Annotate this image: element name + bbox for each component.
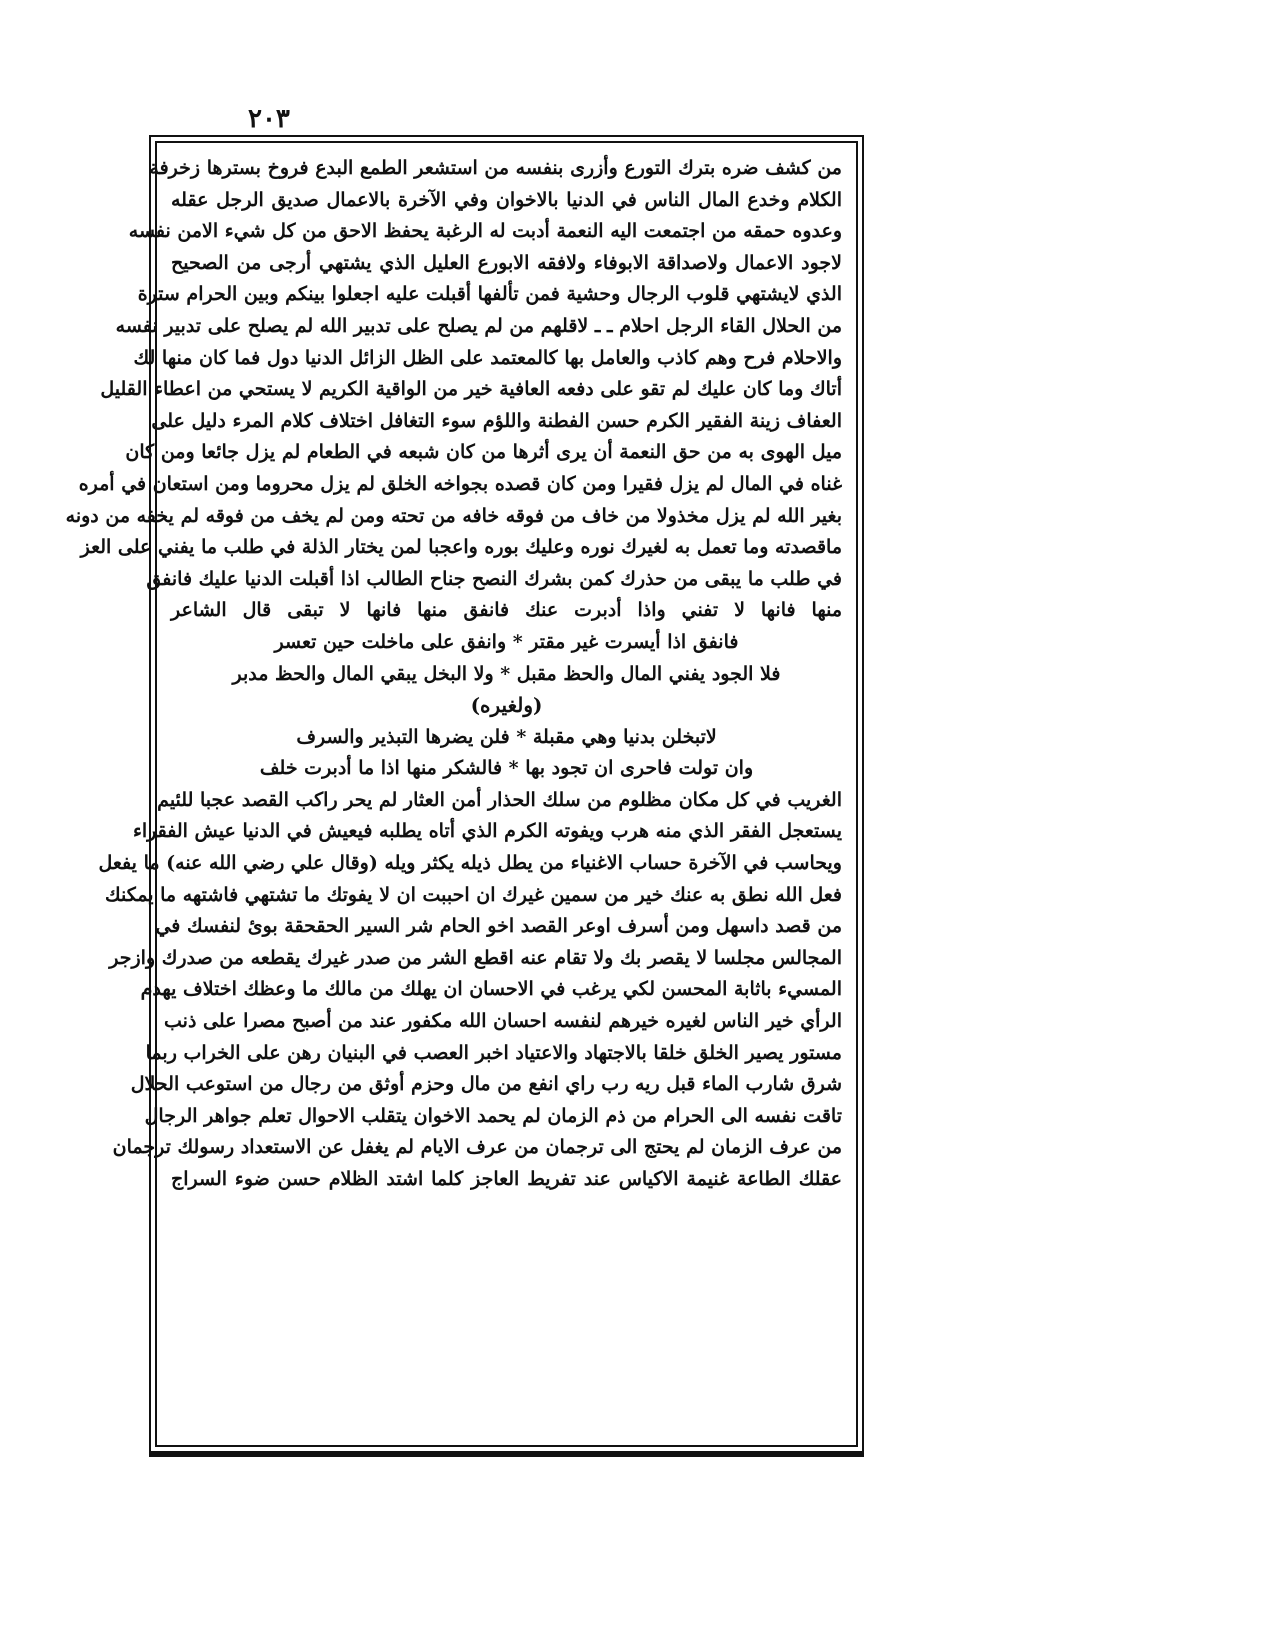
poem-verse: فلا الجود يفني المال والحظ مقبل * ولا البخل يبقي المال والحظ مدبر [232, 662, 781, 685]
text-line: شرق شارب الماء قبل ريه رب راي انفع من مال وحزم أوثق من رجال من استوعب الحلال [130, 1073, 842, 1096]
text-line: مستور يصير الخلق خلقا بالاجتهاد والاعتياد اخبر العصب في البنيان رهن على الخراب ربما [145, 1041, 842, 1064]
text-line: تاقت نفسه الى الحرام من ذم الزمان لم يحمد الاخوان يتقلب الاحوال تعلم جواهر الرجال [144, 1104, 842, 1127]
text-line: ماقصدته وما تعمل به لغيرك نوره وعليك بوره واعجبا لمن يختار الذلة في طلب ما يفني على العز [80, 536, 842, 559]
text-line: العفاف زينة الفقير الكرم حسن الفطنة واللؤم سوء التغافل اختلاف كلام المرء دليل على [151, 409, 842, 432]
poem-verse: فانفق اذا أيسرت غير مقتر * وانفق على ماخلت حين تعسر [274, 630, 739, 653]
text-line: يستعجل الفقر الذي منه هرب ويفوته الكرم الذي أتاه يطلبه فيعيش في الدنيا عيش الفقراء [132, 820, 842, 843]
text-line: ميل الهوى به من حق النعمة أن يرى أثرها من كان شبعه في الطعام لم يزل جائعا ومن كان [125, 441, 842, 464]
text-line: المجالس مجلسا لا يقصر بك ولا تقام عنه اقطع الشر من صدر غيرك يقطعه من صدرك وازجر [109, 946, 842, 969]
text-line: أتاك وما كان عليك لم تقو على دفعه العافية خير من الواقية الكريم لا يستحي من اعطاء القليل [100, 378, 842, 401]
text-line: الغريب في كل مكان مظلوم من سلك الحذار أمن العثار لم يحر راكب القصد عجبا للئيم [157, 788, 842, 811]
text-line: في طلب ما يبقى من حذرك كمن بشرك النصح جناح الطالب اذا أقبلت الدنيا عليك فانفق [146, 567, 842, 590]
text-line: الكلام وخدع المال الناس في الدنيا بالاخوان وفي الآخرة بالاعمال صديق الرجل عقله [171, 188, 842, 211]
page-number: ٢٠٣ [248, 104, 290, 134]
page-body [65, 153, 842, 1435]
text-line: وعدوه حمقه من اجتمعت اليه النعمة أدبت له الرغبة يحفظ الاحق من كل شيء الامن نفسه [128, 220, 842, 243]
text-line: غناه في المال لم يزل فقيرا ومن كان قصده بجواخه الخلق لم يزل محروما ومن استعان في أمره [78, 472, 842, 495]
text-frame [65, 141, 858, 1447]
text-line: الرأي خير الناس لغيره خيرهم لنفسه احسان الله مكفور عند من أصبح مصرا على ذنب [164, 1010, 842, 1033]
text-line: المسيء باثابة المحسن لكي يرغب في الاحسان ان يهلك من مالك ما وعظك اختلاف يهدم [140, 978, 842, 1001]
text-line: بغير الله لم يزل مخذولا من خاف من فوقه خافه من تحته ومن لم يخف من فوقه لم يخفه من دونه [65, 504, 842, 527]
text-line: عقلك الطاعة غنيمة الاكياس عند تفريط العاجز كلما اشتد الظلام حسن ضوء السراج [171, 1168, 842, 1190]
text-line: من الحلال القاء الرجل احلام ـ ـ لاقلهم من لم يصلح على تدبير الله لم يصلح على تدبير نفسه [115, 314, 842, 337]
text-line: والاحلام فرح وهم كاذب والعامل بها كالمعتمد على الظل الزائل الدنيا دول فما كان منها لك [133, 346, 842, 369]
text-line: من عرف الزمان لم يحتج الى ترجمان من عرف الايام لم يغفل عن الاستعداد رسولك ترجمان [112, 1136, 842, 1159]
poem-verse: وان تولت فاحرى ان تجود بها * فالشكر منها اذا ما أدبرت خلف [259, 757, 754, 780]
poem-verse: لاتبخلن بدنيا وهي مقبلة * فلن يضرها التبذير والسرف [296, 725, 717, 748]
poem-heading: (ولغيره) [470, 693, 543, 718]
text-line: لاجود الاعمال ولاصداقة الابوفاء ولافقه الابورع العليل الذي يشتهي أرجى من الصحيح [171, 251, 842, 274]
text-line: فعل الله نطق به عنك خير من سمين غيرك ان احببت ان لا يفوتك ما تشتهي فاشتهه ما يمكنك [105, 883, 842, 906]
text-line: من كشف ضره بترك التورع وأزرى بنفسه من استشعر الطمع البدع فروخ بسترها زخرفة [149, 157, 842, 179]
text-line: ويحاسب في الآخرة حساب الاغنياء من يطل ذيله يكثر ويله (وقال علي رضي الله عنه) ما يفعل [98, 852, 842, 875]
text-line: من قصد داسهل ومن أسرف اوعر القصد اخو الحام شر السير الحقحقة بوئ لنفسك في [155, 915, 842, 938]
text-line: منها فانها لا تفني واذا أدبرت عنك فانفق منها فانها لا تبقى قال الشاعر [171, 599, 842, 622]
text-line: الذي لايشتهي قلوب الرجال وحشية فمن تألفها أقبلت عليه اجعلوا بينكم وبين الحرام سترة [137, 283, 842, 306]
